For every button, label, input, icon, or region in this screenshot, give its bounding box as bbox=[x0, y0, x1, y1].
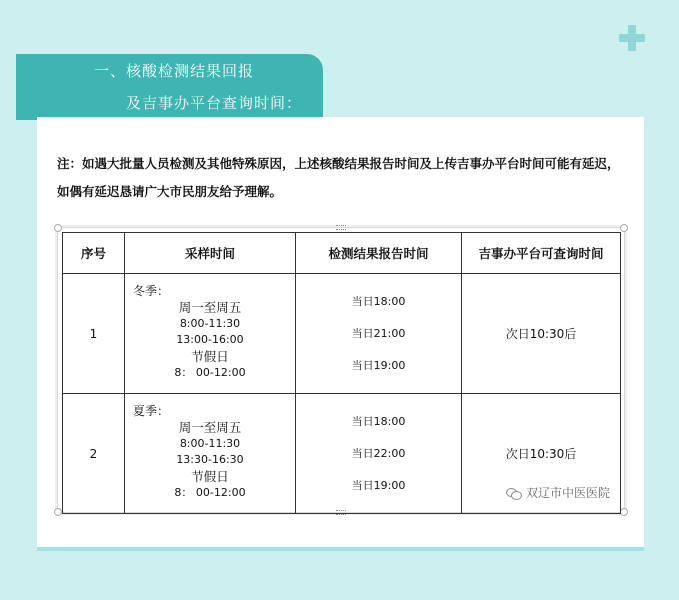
weekday-afternoon: 13:00-16:00 bbox=[176, 333, 244, 346]
cell-sampling-time bbox=[125, 274, 296, 394]
weekday-label: 周一至周五 bbox=[178, 420, 242, 435]
holiday-time: 8： 00-12:00 bbox=[174, 366, 246, 379]
header-report-time: 检测结果报告时间 bbox=[296, 233, 462, 274]
weekday-morning: 8:00-11:30 bbox=[179, 317, 241, 330]
corner-handle bbox=[620, 224, 628, 232]
report-time: 当日22:00 bbox=[351, 446, 406, 460]
cell-sampling-time bbox=[125, 394, 296, 514]
cell-report-time bbox=[296, 274, 462, 394]
plus-decoration-icon bbox=[619, 25, 645, 51]
header-query-time: 吉事办平台可查询时间 bbox=[462, 233, 621, 274]
report-time: 当日19:00 bbox=[351, 358, 406, 372]
hospital-watermark bbox=[506, 484, 610, 501]
wechat-icon bbox=[506, 487, 522, 499]
corner-handle bbox=[54, 508, 62, 516]
watermark-text: 双辽市中医医院 bbox=[525, 486, 610, 500]
report-time: 当日18:00 bbox=[351, 294, 406, 308]
query-time-text: 次日10:30后 bbox=[505, 447, 577, 461]
header-sampling-time: 采样时间 bbox=[125, 233, 296, 274]
weekday-afternoon: 13:30-16:30 bbox=[176, 453, 244, 466]
table-header-row bbox=[63, 233, 621, 274]
cell-query-time bbox=[462, 394, 621, 514]
corner-handle bbox=[54, 224, 62, 232]
section-banner bbox=[16, 54, 323, 120]
banner-title-line2: 及吉事办平台查询时间： bbox=[126, 94, 303, 112]
card-bottom-border bbox=[37, 547, 644, 551]
weekday-morning: 8:00-11:30 bbox=[179, 437, 241, 450]
report-time: 当日19:00 bbox=[351, 478, 406, 492]
table-frame bbox=[57, 227, 625, 513]
delay-note: 注：如遇大批量人员检测及其他特殊原因，上述核酸结果报告时间及上传吉事办平台时间可能有延迟，如偶有延迟恳请广大市民朋友给予理解。 bbox=[57, 156, 620, 199]
weekday-label: 周一至周五 bbox=[178, 300, 242, 315]
holiday-time: 8： 00-12:00 bbox=[174, 486, 246, 499]
report-time: 当日21:00 bbox=[351, 326, 406, 340]
report-time: 当日18:00 bbox=[351, 414, 406, 428]
header-seq: 序号 bbox=[63, 233, 125, 274]
banner-title-line1: 一、核酸检测结果回报 bbox=[94, 62, 255, 80]
schedule-table bbox=[62, 232, 621, 514]
table-row bbox=[63, 274, 621, 394]
season-label: 夏季： bbox=[133, 404, 170, 418]
season-label: 冬季： bbox=[133, 284, 170, 298]
corner-handle bbox=[620, 508, 628, 516]
table-row bbox=[63, 394, 621, 514]
content-card bbox=[37, 117, 644, 547]
resize-handle-top bbox=[336, 225, 346, 230]
cell-seq: 2 bbox=[63, 394, 125, 514]
cell-report-time bbox=[296, 394, 462, 514]
holiday-label: 节假日 bbox=[191, 469, 229, 484]
cell-query-time: 次日10:30后 bbox=[462, 274, 621, 394]
cell-seq: 1 bbox=[63, 274, 125, 394]
holiday-label: 节假日 bbox=[191, 349, 229, 364]
